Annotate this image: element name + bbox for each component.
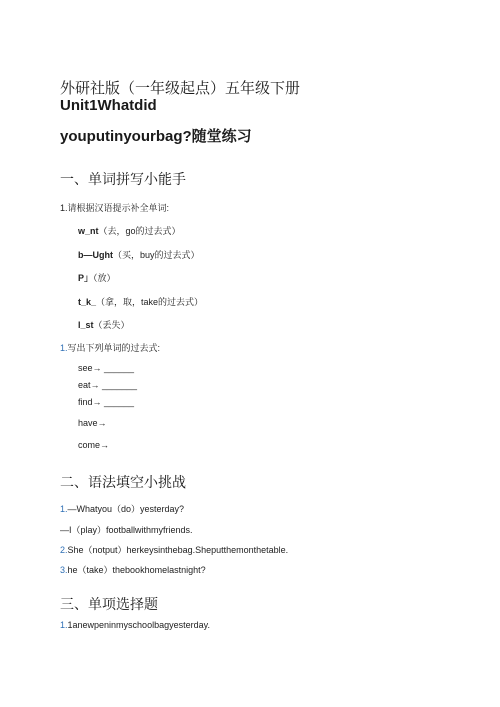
past-tense-item: have→	[78, 418, 107, 428]
grammar-item	[60, 523, 193, 536]
section1-heading: 一、单词拼写小能手	[60, 171, 186, 187]
section1-q1-prompt: 1.请根据汉语提示补全单词:	[60, 203, 170, 213]
question-text: 写出下列单词的过去式:	[67, 343, 161, 353]
question-text: 1anewpeninmyschoolbagyesterday.	[67, 620, 210, 630]
question-number: 3.	[60, 565, 68, 575]
word-hint: （买，buy的过去式）	[113, 250, 200, 260]
word-item	[78, 224, 181, 237]
word-hint: （拿，取，take的过去式）	[96, 297, 204, 307]
word-hint: （丢失）	[93, 320, 130, 330]
section3-heading: 三、单项选择题	[60, 596, 158, 612]
grammar-item	[60, 502, 184, 515]
question-number: 1.	[60, 343, 68, 353]
past-tense-item: come→	[78, 440, 110, 450]
past-tense-item: see→ ______	[78, 363, 135, 373]
doc-title-line1: 外研社版（一年级起点）五年级下册	[60, 80, 301, 97]
section1-q2-prompt	[60, 341, 160, 354]
question-number: 1.	[60, 620, 68, 630]
word-fill: P」	[78, 273, 94, 283]
doc-title-line2: Unit1Whatdid	[60, 97, 157, 114]
word-fill: l_st	[78, 320, 94, 330]
doc-title-line3: youputinyourbag?随堂练习	[60, 128, 252, 145]
question-text: he（take）thebookhomelastnight?	[67, 565, 206, 575]
grammar-item	[60, 543, 288, 556]
word-hint: （放）	[93, 273, 116, 283]
question-number: 2.	[60, 545, 68, 555]
word-fill: b—Ught	[78, 250, 113, 260]
question-number: 1.	[60, 504, 68, 514]
word-item	[78, 295, 203, 308]
word-item	[78, 271, 116, 284]
past-tense-item: find→ ______	[78, 397, 135, 407]
section2-heading: 二、语法填空小挑战	[60, 474, 186, 490]
past-tense-item: eat→ _______	[78, 380, 138, 390]
choice-item	[60, 620, 210, 630]
question-text: —I（play）footballwithmyfriends.	[60, 525, 193, 535]
word-fill: t_k_	[78, 297, 97, 307]
word-item	[78, 318, 130, 331]
word-hint: （去，go的过去式）	[98, 226, 181, 236]
question-text: —Whatyou（do）yesterday?	[67, 504, 185, 514]
word-fill: w_nt	[78, 226, 99, 236]
word-item	[78, 248, 200, 261]
grammar-item	[60, 563, 206, 576]
question-text: She（notput）herkeysinthebag.Sheputthemonthetable.	[67, 545, 289, 555]
